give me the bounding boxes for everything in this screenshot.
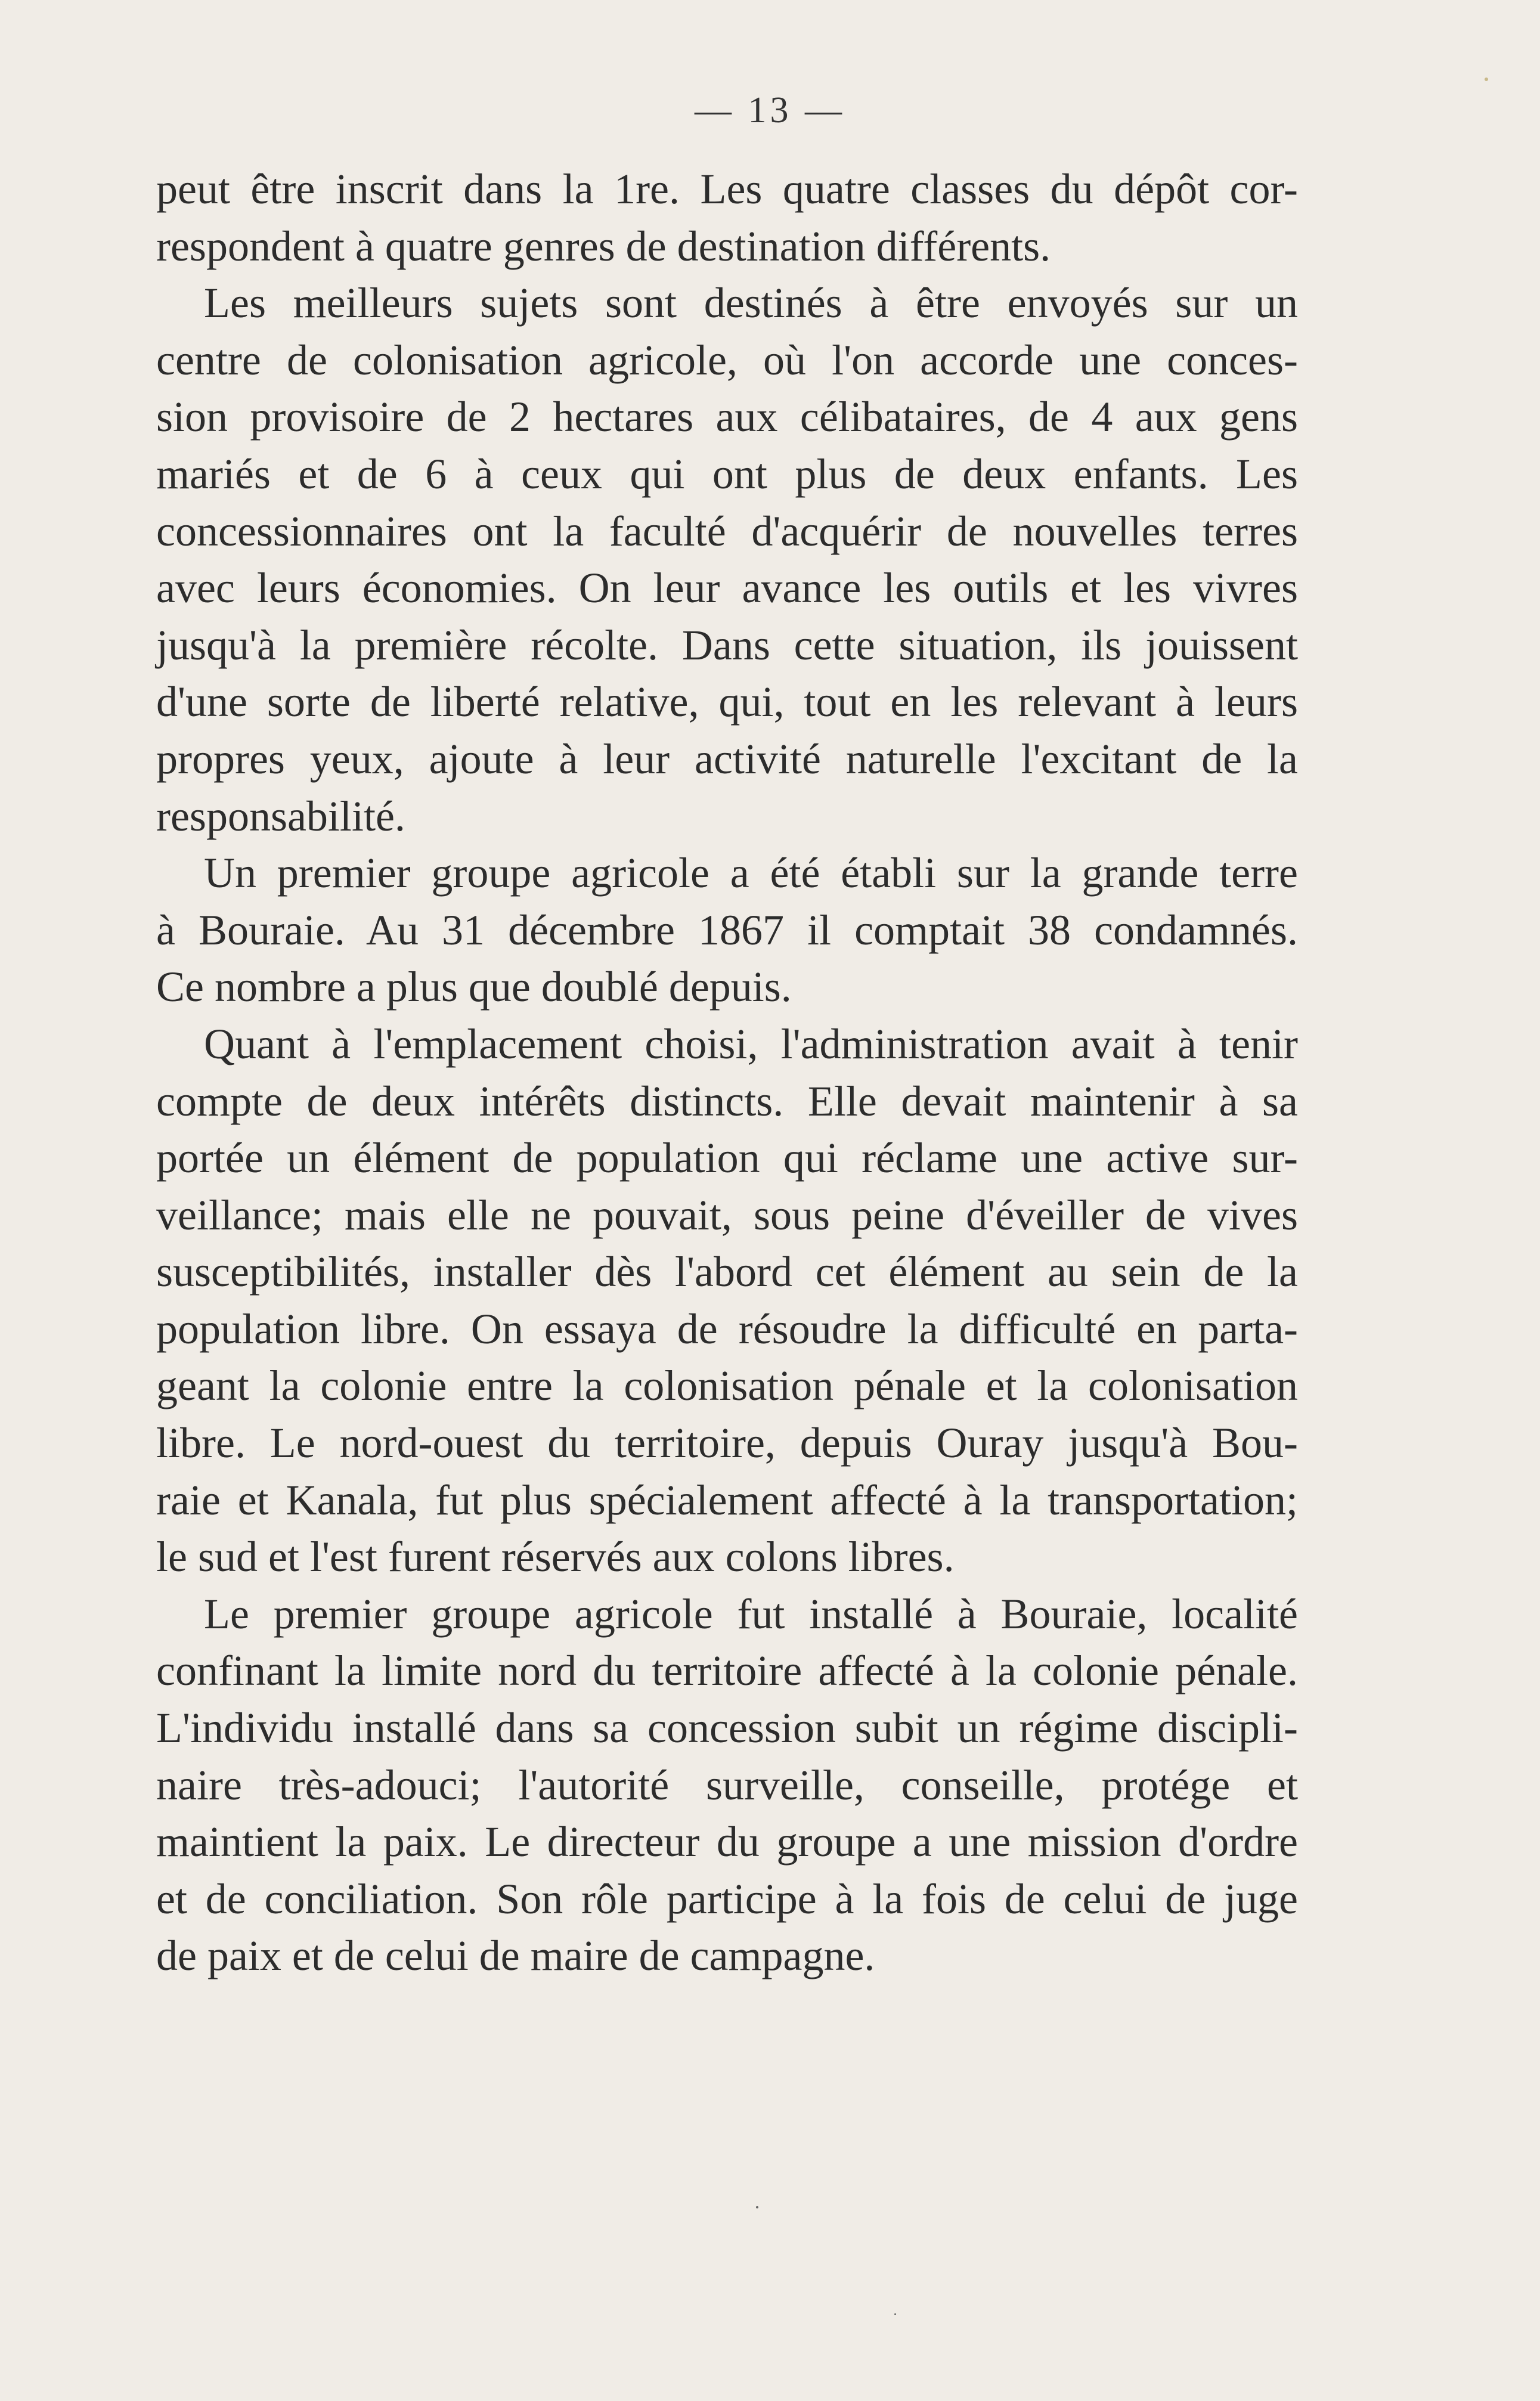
text-line: concessionnaires ont la faculté d'acquérir de nouvelles terres [156, 507, 1298, 555]
text-line: responsabilité. [156, 792, 405, 840]
text-line: jusqu'à la première récolte. Dans cette situation, ils jouissent [156, 621, 1298, 669]
text-line: mariés et de 6 à ceux qui ont plus de deux enfants. Les [156, 450, 1298, 498]
text-line: centre de colonisation agricole, où l'on accorde une conces- [156, 336, 1298, 384]
page-number: — 13 — [695, 90, 845, 131]
text-line: maintient la paix. Le directeur du groupe a une mission d'ordre [156, 1818, 1298, 1866]
text-line: libre. Le nord-ouest du territoire, depuis Ouray jusqu'à Bou- [156, 1419, 1298, 1467]
text-line: peut être inscrit dans la 1re. Les quatre classes du dépôt cor- [156, 165, 1298, 213]
text-line: Le premier groupe agricole fut installé à Bouraie, localité [204, 1590, 1298, 1638]
paragraph [156, 161, 1298, 275]
text-line: propres yeux, ajoute à leur activité naturelle l'excitant de la [156, 735, 1298, 783]
paper-speck [756, 2206, 758, 2208]
text-line: naire très-adouci; l'autorité surveille, conseille, protége et [156, 1761, 1298, 1809]
text-line: Quant à l'emplacement choisi, l'administration avait à tenir [204, 1020, 1298, 1068]
text-line: geant la colonie entre la colonisation pénale et la colonisation [156, 1362, 1298, 1410]
text-line: Les meilleurs sujets sont destinés à être envoyés sur un [204, 279, 1298, 327]
text-line: Un premier groupe agricole a été établi sur la grande terre [204, 849, 1298, 897]
text-line: L'individu installé dans sa concession subit un régime discipli- [156, 1704, 1298, 1752]
paper-speck [1485, 78, 1488, 81]
text-line: Ce nombre a plus que doublé depuis. [156, 963, 792, 1011]
text-line: de paix et de celui de maire de campagne. [156, 1932, 875, 1980]
text-line: respondent à quatre genres de destination différents. [156, 222, 1051, 270]
paragraph [156, 845, 1298, 1016]
text-line: et de conciliation. Son rôle participe à la fois de celui de juge [156, 1875, 1298, 1923]
text-line: veillance; mais elle ne pouvait, sous peine d'éveiller de vives [156, 1191, 1298, 1239]
text-line: avec leurs économies. On leur avance les outils et les vivres [156, 564, 1298, 612]
text-line: le sud et l'est furent réservés aux colons libres. [156, 1533, 955, 1581]
text-line: à Bouraie. Au 31 décembre 1867 il comptait 38 condamnés. [156, 906, 1298, 954]
text-line: confinant la limite nord du territoire affecté à la colonie pénale. [156, 1647, 1298, 1695]
text-line: sion provisoire de 2 hectares aux célibataires, de 4 aux gens [156, 393, 1298, 441]
text-line: susceptibilités, installer dès l'abord cet élément au sein de la [156, 1248, 1298, 1296]
text-line: compte de deux intérêts distincts. Elle devait maintenir à sa [156, 1077, 1298, 1125]
paragraph [156, 275, 1298, 845]
text-line: d'une sorte de liberté relative, qui, tout en les relevant à leurs [156, 678, 1298, 726]
paragraph [156, 1586, 1298, 1985]
body-text [156, 161, 1298, 1985]
paragraph [156, 1016, 1298, 1586]
text-line: population libre. On essaya de résoudre la difficulté en parta- [156, 1305, 1298, 1353]
text-line: raie et Kanala, fut plus spécialement affecté à la transportation; [156, 1476, 1298, 1524]
paper-speck [894, 2313, 896, 2315]
text-line: portée un élément de population qui réclame une active sur- [156, 1134, 1298, 1182]
